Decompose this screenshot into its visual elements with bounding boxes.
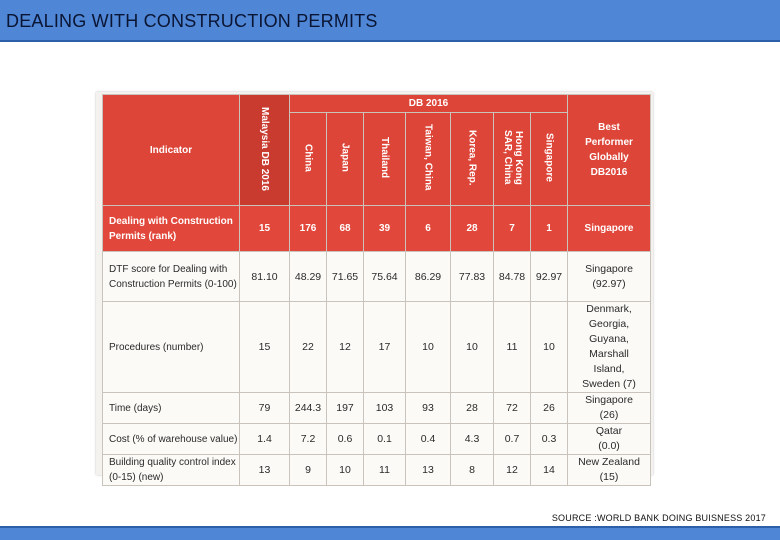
cell-value: 0.1 bbox=[364, 424, 406, 455]
cell-value: 84.78 bbox=[494, 252, 531, 302]
table-row bbox=[103, 393, 651, 424]
malaysia-value: 15 bbox=[240, 206, 290, 252]
best-performer: Qatar (0.0) bbox=[568, 424, 651, 455]
table-row bbox=[103, 206, 651, 252]
cell-value: 8 bbox=[451, 455, 494, 486]
best-performer: Denmark, Georgia, Guyana, Marshall Island, Sweden (7) bbox=[568, 302, 651, 393]
cell-value: 9 bbox=[290, 455, 327, 486]
cell-value: 12 bbox=[327, 302, 364, 393]
cell-value: 77.83 bbox=[451, 252, 494, 302]
cell-value: 72 bbox=[494, 393, 531, 424]
cell-value: 0.3 bbox=[531, 424, 568, 455]
cell-value: 86.29 bbox=[406, 252, 451, 302]
best-performer: Singapore (92.97) bbox=[568, 252, 651, 302]
malaysia-value: 1.4 bbox=[240, 424, 290, 455]
cell-value: 11 bbox=[494, 302, 531, 393]
bottom-bar bbox=[0, 526, 780, 540]
title-bar bbox=[0, 0, 780, 42]
cell-value: 0.7 bbox=[494, 424, 531, 455]
cell-value: 68 bbox=[327, 206, 364, 252]
cell-value: 71.65 bbox=[327, 252, 364, 302]
cell-value: 13 bbox=[406, 455, 451, 486]
cell-value: 7 bbox=[494, 206, 531, 252]
row-label: DTF score for Dealing with Construction Permits (0-100) bbox=[103, 252, 240, 302]
best-performer: New Zealand (15) bbox=[568, 455, 651, 486]
cell-value: 244.3 bbox=[290, 393, 327, 424]
cell-value: 10 bbox=[531, 302, 568, 393]
cell-value: 11 bbox=[364, 455, 406, 486]
table-row bbox=[103, 252, 651, 302]
row-label: Cost (% of warehouse value) bbox=[103, 424, 240, 455]
cell-value: 6 bbox=[406, 206, 451, 252]
country-header-china: China bbox=[290, 113, 327, 206]
row-label: Time (days) bbox=[103, 393, 240, 424]
cell-value: 0.6 bbox=[327, 424, 364, 455]
malaysia-value: 79 bbox=[240, 393, 290, 424]
indicator-header: Indicator bbox=[103, 95, 240, 206]
country-header-korea: Korea, Rep. bbox=[451, 113, 494, 206]
malaysia-value: 15 bbox=[240, 302, 290, 393]
cell-value: 28 bbox=[451, 393, 494, 424]
cell-value: 4.3 bbox=[451, 424, 494, 455]
cell-value: 48.29 bbox=[290, 252, 327, 302]
indicator-table bbox=[102, 94, 651, 486]
cell-value: 0.4 bbox=[406, 424, 451, 455]
best-performer: Singapore bbox=[568, 206, 651, 252]
cell-value: 7.2 bbox=[290, 424, 327, 455]
source-caption: SOURCE :WORLD BANK DOING BUISNESS 2017 bbox=[551, 513, 766, 523]
cell-value: 10 bbox=[451, 302, 494, 393]
malaysia-value: 81.10 bbox=[240, 252, 290, 302]
cell-value: 1 bbox=[531, 206, 568, 252]
cell-value: 93 bbox=[406, 393, 451, 424]
malaysia-value: 13 bbox=[240, 455, 290, 486]
country-header-japan: Japan bbox=[327, 113, 364, 206]
cell-value: 39 bbox=[364, 206, 406, 252]
row-label: Dealing with Construction Permits (rank) bbox=[103, 206, 240, 252]
cell-value: 12 bbox=[494, 455, 531, 486]
country-header-taiwan: Taiwan, China bbox=[406, 113, 451, 206]
table-row bbox=[103, 424, 651, 455]
cell-value: 92.97 bbox=[531, 252, 568, 302]
best-performer: Singapore (26) bbox=[568, 393, 651, 424]
country-header-singapore: Singapore bbox=[531, 113, 568, 206]
cell-value: 197 bbox=[327, 393, 364, 424]
table-row bbox=[103, 455, 651, 486]
cell-value: 10 bbox=[406, 302, 451, 393]
db2016-group-header: DB 2016 bbox=[290, 95, 568, 113]
cell-value: 22 bbox=[290, 302, 327, 393]
cell-value: 17 bbox=[364, 302, 406, 393]
malaysia-header: Malaysia DB 2016 bbox=[240, 95, 290, 206]
cell-value: 14 bbox=[531, 455, 568, 486]
table-row bbox=[103, 302, 651, 393]
cell-value: 10 bbox=[327, 455, 364, 486]
country-header-thailand: Thailand bbox=[364, 113, 406, 206]
best-performer-header: Best Performer Globally DB2016 bbox=[568, 95, 651, 206]
table-photo bbox=[96, 92, 653, 483]
cell-value: 26 bbox=[531, 393, 568, 424]
page-title: DEALING WITH CONSTRUCTION PERMITS bbox=[6, 11, 378, 31]
row-label: Procedures (number) bbox=[103, 302, 240, 393]
cell-value: 176 bbox=[290, 206, 327, 252]
cell-value: 103 bbox=[364, 393, 406, 424]
row-label: Building quality control index (0-15) (new) bbox=[103, 455, 240, 486]
cell-value: 28 bbox=[451, 206, 494, 252]
country-header-hongkong: Hong Kong SAR, China bbox=[494, 113, 531, 206]
cell-value: 75.64 bbox=[364, 252, 406, 302]
